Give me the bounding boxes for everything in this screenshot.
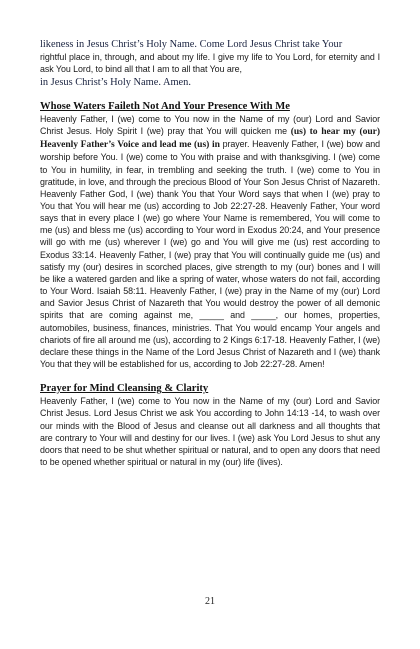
prayer-text: Heavenly Father, I (we) come to You now in the Name of my (our) Lord and Savior Christ Jesus. Holy Spirit I (we) pray that You will quicken me [40, 113, 380, 137]
intro-closing: in Jesus Christ’s Holy Name. Amen. [40, 76, 191, 88]
intro-continuation: rightful place in, through, and about my life. I give my life to You Lord, for eternity and I ask You Lord, to bind all that I am to all that You are, [40, 52, 380, 75]
prayer-body-mind: Heavenly Father, I (we) come to You now in the Name of my (our) Lord and Savior Christ Jesus. Lord Jesus Christ we ask You according to John 14:13 -14, to wash over our minds with the Blood of Jesus and cleanse out all darkness and all thoughts that are contrary to Your will and destiny for our lives. I (we) ask You Lord Jesus to shut any doors that need to be shut whether spiritual or natural, and to open any doors that need to be opened whether spiritual or natural in my (our) life (lives). [40, 396, 380, 467]
prayer-emphasis: (us) to hear my (our) Heavenly Father’s Voice and lead me (us) in [40, 126, 381, 151]
prayer-body-waters [40, 113, 380, 370]
section-heading-mind: Prayer for Mind Cleansing & Clarity [40, 383, 209, 395]
intro-paragraph [40, 38, 380, 89]
prayer-text: prayer. Heavenly Father, I (we) bow and worship before You. I (we) come to You with praise and with thanksgiving. I (we) come to You in humility, in fear, in trembling and seeking the truth. I (we) come to You in gratitude, in love, and through the precious Blood of Your Son Jesus Christ of Nazareth. Heavenly Father God, I (we) thank You that Your Word says that when I (we) pray to You that You will hear me (us) according to Job 22:27-28. Heavenly Father, Your word says that in every place I (we) go where Your Name is remembered, You will come to me (us) and bless me (us) according to Your word in Exodus 20:24, and Your presence will go with me (us) wherever I (we) go and You will give me (us) rest according to Exodus 33:14. Heavenly Father, I (we) pray that You will continually guide me (us) and satisfy my (our) desires in scorched places, give strength to my (our) bones and I will be like a watered garden and like a spring of water, whose waters do not fail, according to Your Word. Isaiah 58:11. Heavenly Father, I (we) pray in the Name of my (our) Lord and Savior Jesus Christ of Nazareth that You would destroy the power of all demonic spirits that are coming against me, _____ and _____, our homes, properties, automobiles, business, finances, ministries. That You would encamp Your angels and chariots of fire all around me (us), according to 2 Kings 6:17-18. Heavenly Father, I (we) declare these things in the Name of the Lord Jesus Christ of Nazareth and I (we) thank You that they will be established for us, according to Job 22:27-28. Amen! [40, 139, 380, 370]
intro-line: likeness in Jesus Christ’s Holy Name. Come Lord Jesus Christ take Your [40, 39, 343, 50]
page-number: 21 [205, 596, 215, 607]
section-heading-waters: Whose Waters Faileth Not And Your Presence With Me [40, 100, 290, 112]
